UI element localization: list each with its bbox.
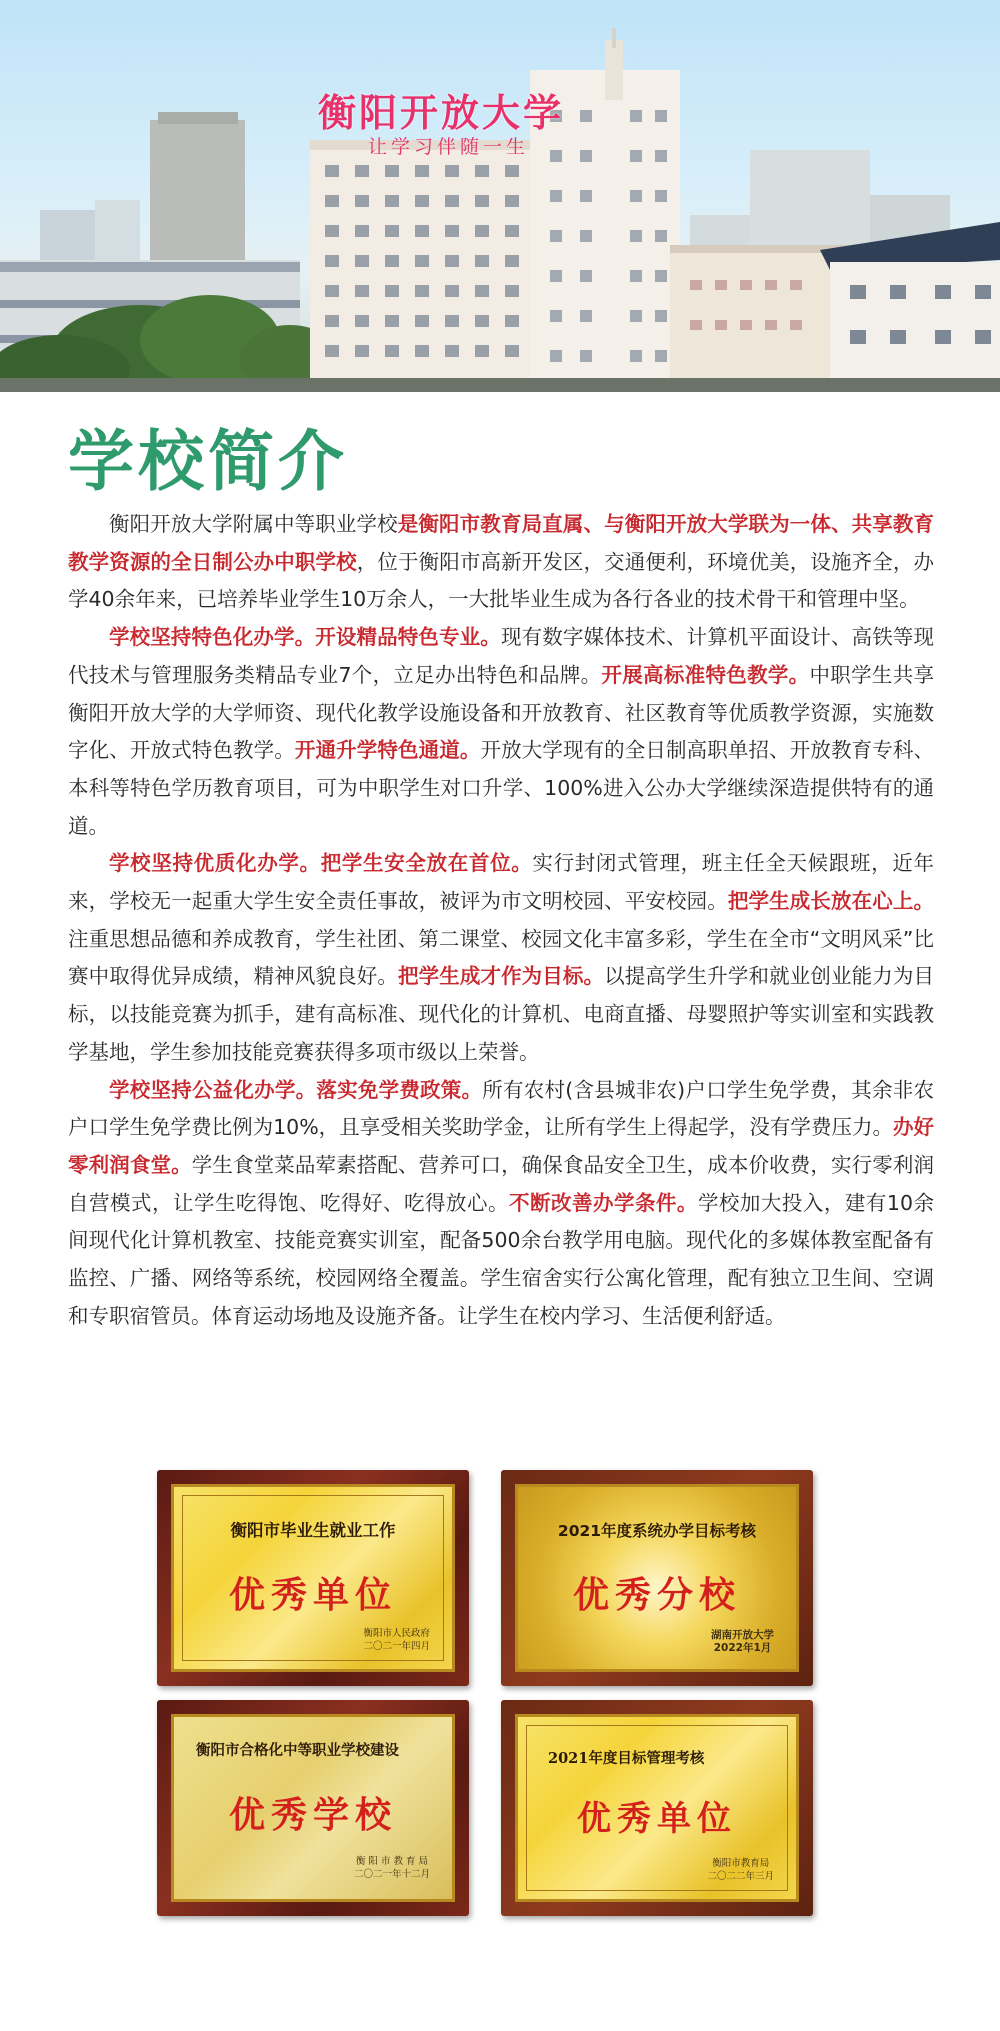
highlighted-phrase: 学校坚持优质化办学。把学生安全放在首位。 bbox=[109, 851, 533, 876]
plaque-heading: 2021年度系统办学目标考核 bbox=[557, 1522, 757, 1540]
plaque-plate bbox=[171, 1714, 455, 1902]
plaque-issuer: 衡阳市人民政府 bbox=[363, 1628, 430, 1639]
plaque-issuer: 衡阳市教育局 bbox=[712, 1858, 770, 1869]
paragraph-text: 学校加大投入，建有10余间现代化计算机教室、技能竞赛实训室，配备500余台教学用电脑。现代化的多媒体教室配备有监控、广播、网络等系统，校园网络全覆盖。学生宿舍实行公寓化管理，配有独立卫生间、空调和专职宿管员。体育运动场地及设施齐备。让学生在校内学习、生活便利舒适。 bbox=[68, 1190, 934, 1328]
paragraph-text: 实行封闭式管理，班主任全天候跟班，近年来，学校无一起重大学生安全责任事故，被评为市文明校园、平安校园。 bbox=[68, 851, 934, 914]
highlighted-phrase: 不断改善办学条件。 bbox=[508, 1190, 698, 1215]
highlighted-phrase: 学校坚持公益化办学。落实免学费政策。 bbox=[109, 1077, 483, 1102]
plaque-issuer-block bbox=[354, 1855, 430, 1881]
highlighted-phrase: 是衡阳市教育局直属、与衡阳开放大学联为一体、共享教育教学资源的全日制公办中职学校 bbox=[68, 512, 935, 574]
paragraph-text: 开放大学现有的全日制高职单招、开放教育专科、本科等特色学历教育项目，可为中职学生对口升学、100%进入公办大学继续深造提供特有的通道。 bbox=[68, 738, 935, 838]
award-plaque-employment bbox=[157, 1470, 469, 1686]
intro-paragraph bbox=[68, 1072, 934, 1336]
plaque-issuer-block bbox=[707, 1857, 774, 1883]
plaque-issuer-block bbox=[363, 1627, 430, 1653]
paragraph-text: 现有数字媒体技术、计算机平面设计、高铁等现代技术与管理服务类精品专业7个，立足办出特色和品牌。 bbox=[68, 625, 935, 687]
plaque-award-title: 优秀分校 bbox=[572, 1574, 741, 1616]
paragraph-text: ，位于衡阳市高新开发区，交通便利，环境优美，设施齐全，办学40余年来，已培养毕业学生10万余人，一大批毕业生成为各行各业的技术骨干和管理中坚。 bbox=[68, 549, 935, 612]
plaque-date: 二〇二二年三月 bbox=[707, 1871, 774, 1882]
paragraph-text: 中职学生共享衡阳开放大学的大学师资、现代化教学设施设备和开放教育、社区教育等优质教学资源，实施数字化、开放式特色教学。 bbox=[68, 662, 935, 763]
plaque-plate bbox=[515, 1484, 799, 1672]
plaque-date: 二〇二一年四月 bbox=[363, 1641, 430, 1652]
paragraph-text: 学生食堂菜品荤素搭配、营养可口，确保食品安全卫生，成本价收费，实行零利润自营模式，让学生吃得饱、吃得好、吃得放心。 bbox=[68, 1152, 935, 1215]
plaque-heading: 衡阳市合格化中等职业学校建设 bbox=[196, 1743, 399, 1759]
page-title: 学校简介 bbox=[68, 423, 348, 500]
paragraph-text: 衡阳开放大学附属中等职业学校 bbox=[109, 512, 398, 536]
campus-sign-name: 衡阳开放大学 bbox=[318, 91, 565, 135]
intro-paragraph bbox=[68, 845, 934, 1071]
award-plaque-branch bbox=[501, 1470, 813, 1686]
plaque-issuer-block bbox=[711, 1629, 774, 1655]
plaque-date: 2022年1月 bbox=[713, 1642, 772, 1654]
highlighted-phrase: 把学生成才作为目标。 bbox=[397, 964, 605, 989]
campus-sign-slogan: 让学习伴随一生 bbox=[368, 136, 530, 158]
campus-photo bbox=[0, 0, 1000, 392]
intro-paragraph bbox=[68, 619, 934, 845]
school-intro-text bbox=[68, 506, 934, 1335]
highlighted-phrase: 开通升学特色通道。 bbox=[294, 738, 481, 763]
plaque-award-title: 优秀学校 bbox=[228, 1794, 397, 1836]
highlighted-phrase: 开展高标准特色教学。 bbox=[601, 662, 810, 687]
paragraph-text: 所有农村(含县城非农)户口学生免学费，其余非农户口学生免学费比例为10%，且享受相关奖助学金，让所有学生上得起学，没有学费压力。 bbox=[68, 1077, 935, 1140]
plaque-plate bbox=[171, 1484, 455, 1672]
plaque-heading: 衡阳市毕业生就业工作 bbox=[230, 1521, 396, 1540]
award-plaque-school bbox=[157, 1700, 469, 1916]
plaque-heading: 2021年度目标管理考核 bbox=[548, 1750, 705, 1767]
plaque-award-title: 优秀单位 bbox=[577, 1799, 737, 1839]
intro-paragraph bbox=[68, 506, 934, 619]
campus-buildings-illustration bbox=[0, 0, 1000, 392]
plaque-issuer: 衡 阳 市 教 育 局 bbox=[355, 1856, 429, 1867]
plaque-issuer: 湖南开放大学 bbox=[711, 1629, 774, 1641]
paragraph-text: 以提高学生升学和就业创业能力为目标，以技能竞赛为抓手，建有高标准、现代化的计算机、电商直播、母婴照护等实训室和实践教学基地，学生参加技能竞赛获得多项市级以上荣誉。 bbox=[68, 964, 935, 1064]
award-plaque-target bbox=[501, 1700, 813, 1916]
highlighted-phrase: 把学生成长放在心上。 bbox=[727, 889, 935, 914]
plaque-award-title: 优秀单位 bbox=[228, 1574, 397, 1616]
highlighted-phrase: 学校坚持特色化办学。开设精品特色专业。 bbox=[109, 625, 501, 650]
paragraph-text: 注重思想品德和养成教育，学生社团、第二课堂、校园文化丰富多彩，学生在全市“文明风采”比赛中取得优异成绩，精神风貌良好。 bbox=[68, 926, 934, 989]
plaque-plate bbox=[515, 1714, 799, 1902]
highlighted-phrase: 办好零利润食堂。 bbox=[68, 1115, 935, 1177]
plaque-date: 二〇二一年十二月 bbox=[353, 1869, 430, 1880]
